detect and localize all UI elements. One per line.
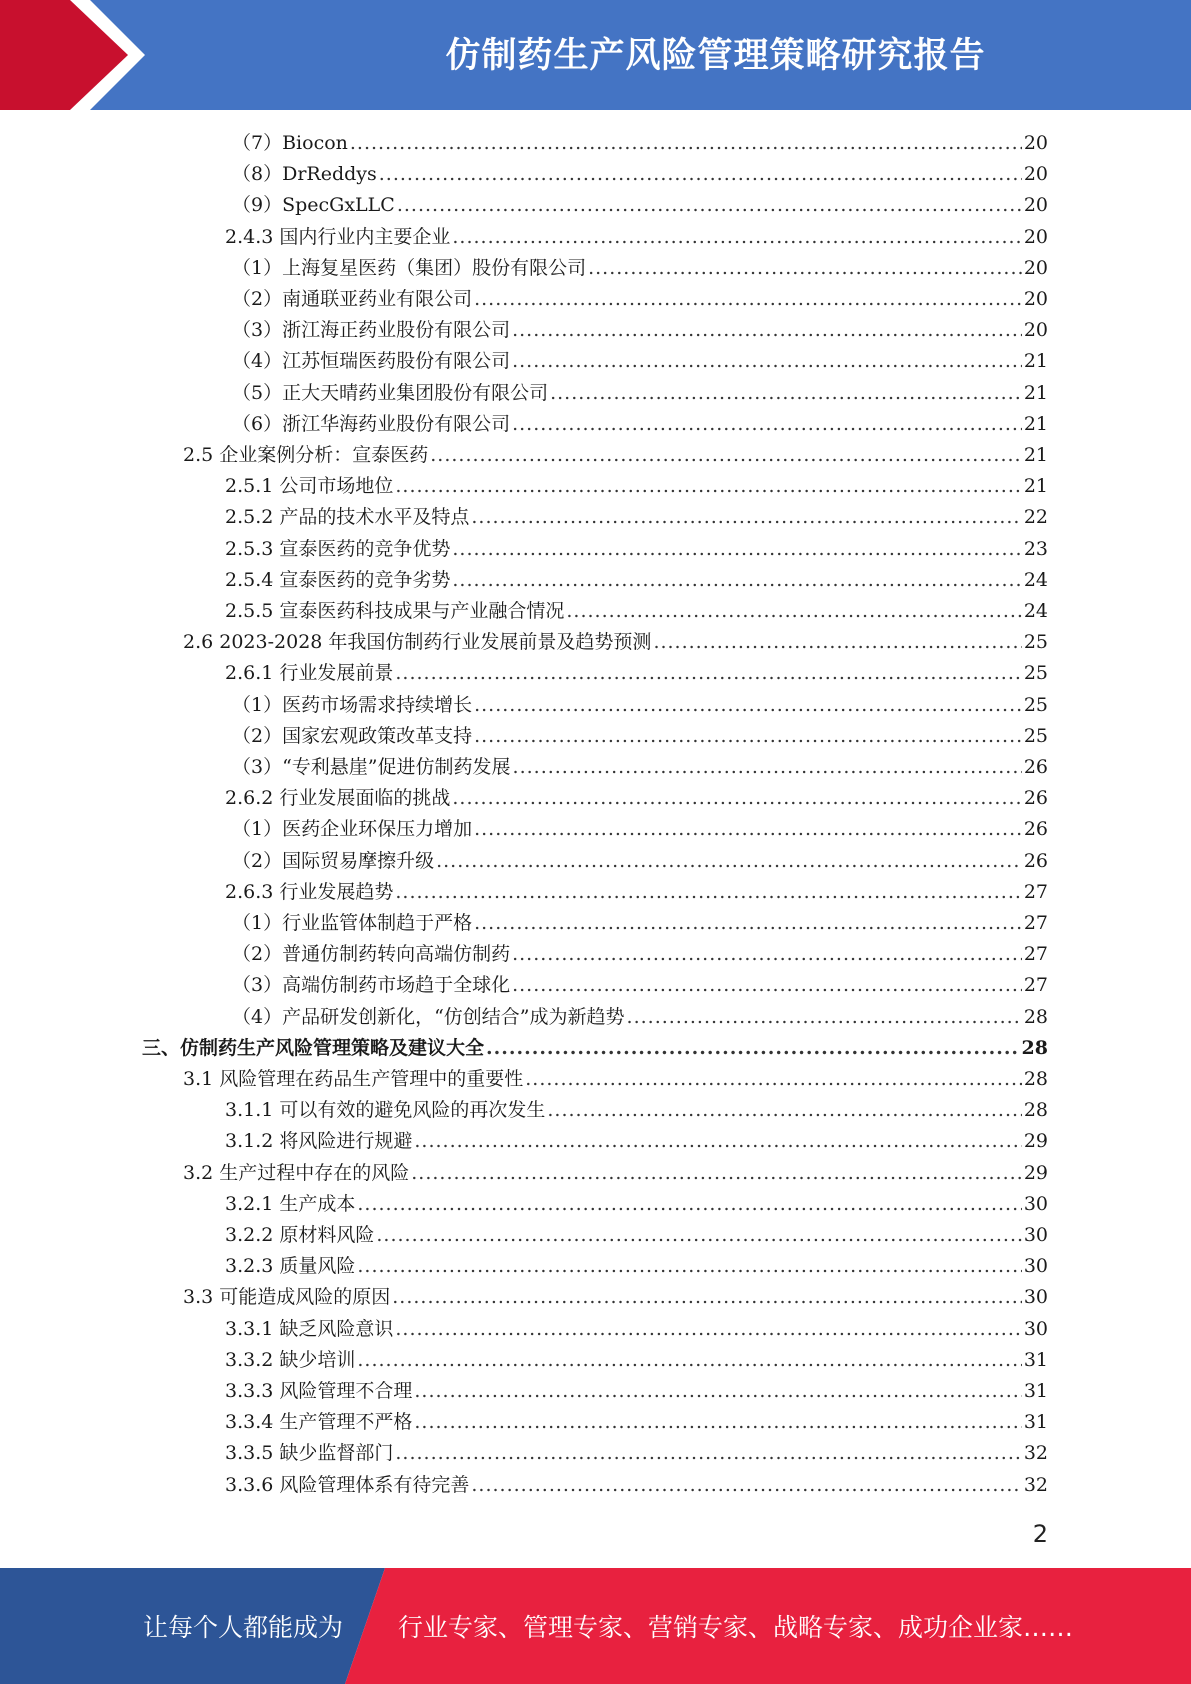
toc-dot-leader xyxy=(414,1376,1021,1406)
toc-entry-title: （3）高端仿制药市场趋于全球化 xyxy=(232,974,511,997)
toc-entry-page: 26 xyxy=(1023,849,1048,872)
toc-entry-title: 2.5 企业案例分析：宣泰医药 xyxy=(183,444,429,466)
toc-entry-title: （8）DrReddys xyxy=(232,163,377,186)
toc-entry-page: 27 xyxy=(1023,943,1048,966)
toc-entry[interactable] xyxy=(225,534,1048,564)
toc-dot-leader xyxy=(452,534,1021,564)
toc-entry[interactable] xyxy=(225,658,1048,688)
toc-entry[interactable] xyxy=(183,1282,1048,1312)
toc-entry[interactable] xyxy=(225,596,1048,626)
toc-entry-page: 25 xyxy=(1023,693,1048,716)
toc-entry-title: 2.5.3 宣泰医药的竞争优势 xyxy=(225,537,451,560)
toc-dot-leader xyxy=(395,877,1021,907)
toc-entry[interactable] xyxy=(225,471,1048,501)
toc-entry[interactable] xyxy=(232,159,1048,189)
toc-entry-title: （3）“专利悬崖”促进仿制药发展 xyxy=(232,756,511,778)
toc-dot-leader xyxy=(395,1314,1021,1344)
toc-entry[interactable] xyxy=(232,315,1048,345)
toc-entry-page: 30 xyxy=(1023,1286,1048,1309)
toc-dot-leader xyxy=(395,658,1021,688)
toc-dot-leader xyxy=(512,315,1022,345)
toc-entry[interactable] xyxy=(232,284,1048,314)
toc-entry-title: 2.5.5 宣泰医药科技成果与产业融合情况 xyxy=(225,600,565,622)
toc-entry-page: 30 xyxy=(1023,1224,1048,1246)
toc-entry-title: 2.6.1 行业发展前景 xyxy=(225,662,394,685)
toc-dot-leader xyxy=(512,409,1022,439)
toc-dot-leader xyxy=(627,1002,1022,1032)
toc-entry-page: 28 xyxy=(1023,1099,1048,1122)
toc-entry[interactable] xyxy=(232,378,1048,408)
toc-entry-page: 20 xyxy=(1023,225,1048,248)
toc-entry[interactable] xyxy=(232,908,1048,938)
toc-dot-leader xyxy=(474,908,1022,938)
toc-entry[interactable] xyxy=(225,783,1048,813)
toc-entry-title: 2.6 2023-2028 年我国仿制药行业发展前景及趋势预测 xyxy=(183,631,652,654)
toc-entry-title: （9）SpecGxLLC xyxy=(232,194,395,217)
toc-entry-page: 28 xyxy=(1023,1068,1048,1090)
toc-dot-leader xyxy=(512,939,1022,969)
toc-entry[interactable] xyxy=(225,1470,1048,1500)
toc-entry[interactable] xyxy=(225,1438,1048,1468)
toc-dot-leader xyxy=(547,1095,1021,1125)
toc-entry-title: 2.6.2 行业发展面临的挑战 xyxy=(225,787,451,810)
toc-entry-title: 3.3.2 缺少培训 xyxy=(225,1348,356,1371)
toc-entry-page: 31 xyxy=(1023,1348,1048,1371)
toc-entry[interactable] xyxy=(232,939,1048,969)
toc-entry[interactable] xyxy=(225,1251,1048,1281)
toc-entry[interactable] xyxy=(232,409,1048,439)
toc-entry[interactable] xyxy=(232,128,1048,158)
toc-entry[interactable] xyxy=(225,222,1048,252)
toc-entry-title: （1）上海复星医药（集团）股份有限公司 xyxy=(232,256,587,279)
toc-entry[interactable] xyxy=(183,440,1048,470)
toc-entry[interactable] xyxy=(225,1407,1048,1437)
toc-entry-page: 29 xyxy=(1023,1161,1048,1184)
toc-entry-page: 29 xyxy=(1023,1130,1048,1153)
toc-entry-page: 24 xyxy=(1023,568,1048,591)
toc-entry[interactable] xyxy=(232,190,1048,220)
toc-entry-title: 3.1.2 将风险进行规避 xyxy=(225,1130,413,1153)
toc-dot-leader xyxy=(414,1407,1021,1437)
toc-dot-leader xyxy=(566,596,1021,626)
toc-entry-page: 28 xyxy=(1021,1036,1048,1059)
toc-dot-leader xyxy=(474,721,1022,751)
toc-entry-page: 32 xyxy=(1023,1442,1048,1465)
toc-entry-title: （4）江苏恒瑞医药股份有限公司 xyxy=(232,350,511,373)
toc-dot-leader xyxy=(411,1158,1022,1188)
toc-entry[interactable] xyxy=(232,1002,1048,1032)
toc-entry-page: 26 xyxy=(1023,787,1048,810)
toc-entry[interactable] xyxy=(225,1376,1048,1406)
toc-dot-leader xyxy=(414,1126,1021,1156)
toc-entry-page: 20 xyxy=(1023,163,1048,186)
toc-entry-page: 31 xyxy=(1023,1380,1048,1402)
toc-dot-leader xyxy=(376,1220,1021,1250)
toc-entry[interactable] xyxy=(232,814,1048,844)
toc-dot-leader xyxy=(436,846,1022,876)
toc-entry[interactable] xyxy=(225,1345,1048,1375)
toc-dot-leader xyxy=(452,783,1021,813)
toc-dot-leader xyxy=(357,1251,1021,1281)
toc-dot-leader xyxy=(452,222,1021,252)
toc-entry-title: （4）产品研发创新化，“仿创结合”成为新趋势 xyxy=(232,1005,625,1028)
toc-entry-title: 2.6.3 行业发展趋势 xyxy=(225,880,394,903)
toc-entry[interactable] xyxy=(232,752,1048,782)
toc-entry-title: 3.3.3 风险管理不合理 xyxy=(225,1380,413,1402)
toc-entry-page: 25 xyxy=(1023,724,1048,747)
toc-entry[interactable] xyxy=(142,1033,1048,1063)
toc-dot-leader xyxy=(392,1282,1022,1312)
toc-entry-page: 21 xyxy=(1023,350,1048,373)
toc-dot-leader xyxy=(471,502,1021,532)
toc-dot-leader xyxy=(550,378,1022,408)
footer-slogan-right: 行业专家、管理专家、营销专家、战略专家、成功企业家…… xyxy=(398,1613,1074,1642)
toc-entry[interactable] xyxy=(183,1158,1048,1188)
toc-entry[interactable] xyxy=(225,1095,1048,1125)
toc-entry[interactable] xyxy=(232,846,1048,876)
toc-entry-page: 28 xyxy=(1023,1005,1048,1028)
toc-entry-title: （7）Biocon xyxy=(232,132,348,154)
toc-entry-page: 30 xyxy=(1023,1192,1048,1215)
toc-entry-page: 25 xyxy=(1023,631,1048,654)
toc-entry-page: 21 xyxy=(1023,475,1048,498)
toc-dot-leader xyxy=(474,690,1022,720)
toc-entry[interactable] xyxy=(225,1220,1048,1250)
toc-dot-leader xyxy=(357,1345,1021,1375)
toc-entry-page: 22 xyxy=(1023,506,1048,529)
toc-entry[interactable] xyxy=(183,1064,1048,1094)
toc-entry-title: （5）正大天晴药业集团股份有限公司 xyxy=(232,381,549,404)
chevron-arrow-icon xyxy=(0,0,160,110)
toc-dot-leader xyxy=(471,1470,1021,1500)
toc-entry[interactable] xyxy=(225,565,1048,595)
toc-entry-title: 3.3.6 风险管理体系有待完善 xyxy=(225,1473,470,1496)
report-title: 仿制药生产风险管理策略研究报告 xyxy=(445,36,986,76)
toc-dot-leader xyxy=(350,128,1022,158)
toc-dot-leader xyxy=(512,346,1022,376)
toc-entry-title: （1）医药市场需求持续增长 xyxy=(232,693,473,716)
toc-dot-leader xyxy=(397,190,1022,220)
toc-entry-title: 3.1.1 可以有效的避免风险的再次发生 xyxy=(225,1099,546,1122)
toc-entry-title: （3）浙江海正药业股份有限公司 xyxy=(232,319,511,342)
toc-entry-page: 27 xyxy=(1023,974,1048,997)
toc-entry-title: （2）国家宏观政策改革支持 xyxy=(232,724,473,747)
toc-entry-page: 27 xyxy=(1023,880,1048,903)
toc-entry-title: 3.1 风险管理在药品生产管理中的重要性 xyxy=(183,1068,524,1090)
toc-entry-title: （2）南通联亚药业有限公司 xyxy=(232,288,473,310)
toc-entry-page: 20 xyxy=(1023,319,1048,342)
toc-entry-page: 20 xyxy=(1023,256,1048,279)
toc-entry-title: 2.4.3 国内行业内主要企业 xyxy=(225,225,451,248)
toc-entry-title: 3.3 可能造成风险的原因 xyxy=(183,1286,391,1309)
toc-entry-page: 31 xyxy=(1023,1411,1048,1434)
toc-entry-page: 21 xyxy=(1023,412,1048,435)
toc-entry-page: 23 xyxy=(1023,537,1048,560)
toc-entry-page: 20 xyxy=(1023,194,1048,217)
toc-entry[interactable] xyxy=(225,1126,1048,1156)
toc-dot-leader xyxy=(474,814,1022,844)
toc-entry[interactable] xyxy=(225,502,1048,532)
toc-entry-page: 32 xyxy=(1023,1473,1048,1496)
toc-entry-page: 24 xyxy=(1023,600,1048,622)
toc-dot-leader xyxy=(525,1064,1022,1094)
page-header xyxy=(0,0,1191,110)
toc-entry-page: 30 xyxy=(1023,1317,1048,1340)
toc-entry[interactable] xyxy=(183,627,1048,657)
toc-dot-leader xyxy=(474,284,1022,314)
toc-entry-page: 21 xyxy=(1023,444,1048,466)
toc-entry[interactable] xyxy=(225,1314,1048,1344)
toc-entry-title: 2.5.2 产品的技术水平及特点 xyxy=(225,506,470,529)
toc-entry-title: 3.2.1 生产成本 xyxy=(225,1192,356,1215)
toc-entry-title: 2.5.1 公司市场地位 xyxy=(225,475,394,498)
toc-entry-title: 3.3.4 生产管理不严格 xyxy=(225,1411,413,1434)
footer-slogan-left: 让每个人都能成为 xyxy=(143,1613,344,1642)
toc-entry[interactable] xyxy=(225,1189,1048,1219)
toc-entry-page: 27 xyxy=(1023,912,1048,934)
toc-entry[interactable] xyxy=(232,721,1048,751)
toc-dot-leader xyxy=(653,627,1021,657)
toc-dot-leader xyxy=(395,1438,1021,1468)
toc-entry[interactable] xyxy=(232,970,1048,1000)
toc-entry[interactable] xyxy=(225,877,1048,907)
toc-dot-leader xyxy=(395,471,1021,501)
toc-entry-title: 三、仿制药生产风险管理策略及建议大全 xyxy=(142,1036,485,1059)
toc-dot-leader xyxy=(512,970,1022,1000)
toc-entry[interactable] xyxy=(232,690,1048,720)
toc-dot-leader xyxy=(430,440,1022,470)
toc-entry[interactable] xyxy=(232,253,1048,283)
toc-entry-page: 20 xyxy=(1023,132,1048,154)
page-number: 2 xyxy=(1032,1520,1048,1548)
toc-entry-title: （6）浙江华海药业股份有限公司 xyxy=(232,412,511,435)
toc-entry-title: 3.3.1 缺乏风险意识 xyxy=(225,1317,394,1340)
toc-entry-title: 3.2.2 原材料风险 xyxy=(225,1224,375,1246)
toc-entry-title: 3.3.5 缺少监督部门 xyxy=(225,1442,394,1465)
toc-dot-leader xyxy=(452,565,1021,595)
toc-dot-leader xyxy=(357,1189,1021,1219)
page-footer xyxy=(0,1568,1191,1684)
toc-dot-leader xyxy=(379,159,1022,189)
toc-entry-title: （2）国际贸易摩擦升级 xyxy=(232,849,435,872)
toc-entry-title: （1）行业监管体制趋于严格 xyxy=(232,912,473,934)
toc-dot-leader xyxy=(588,253,1022,283)
toc-entry-title: （2）普通仿制药转向高端仿制药 xyxy=(232,943,511,966)
toc-entry-title: 3.2 生产过程中存在的风险 xyxy=(183,1161,410,1184)
toc-entry-title: 2.5.4 宣泰医药的竞争劣势 xyxy=(225,568,451,591)
toc-entry-page: 26 xyxy=(1023,756,1048,778)
toc-entry-title: 3.2.3 质量风险 xyxy=(225,1255,356,1278)
toc-entry-page: 25 xyxy=(1023,662,1048,685)
toc-entry-page: 20 xyxy=(1023,288,1048,310)
toc-entry-page: 30 xyxy=(1023,1255,1048,1278)
toc-entry-page: 26 xyxy=(1023,818,1048,841)
toc-dot-leader xyxy=(513,752,1022,782)
toc-entry-page: 21 xyxy=(1023,381,1048,404)
toc-entry-title: （1）医药企业环保压力增加 xyxy=(232,818,473,841)
toc-entry[interactable] xyxy=(232,346,1048,376)
toc-dot-leader xyxy=(486,1033,1020,1063)
